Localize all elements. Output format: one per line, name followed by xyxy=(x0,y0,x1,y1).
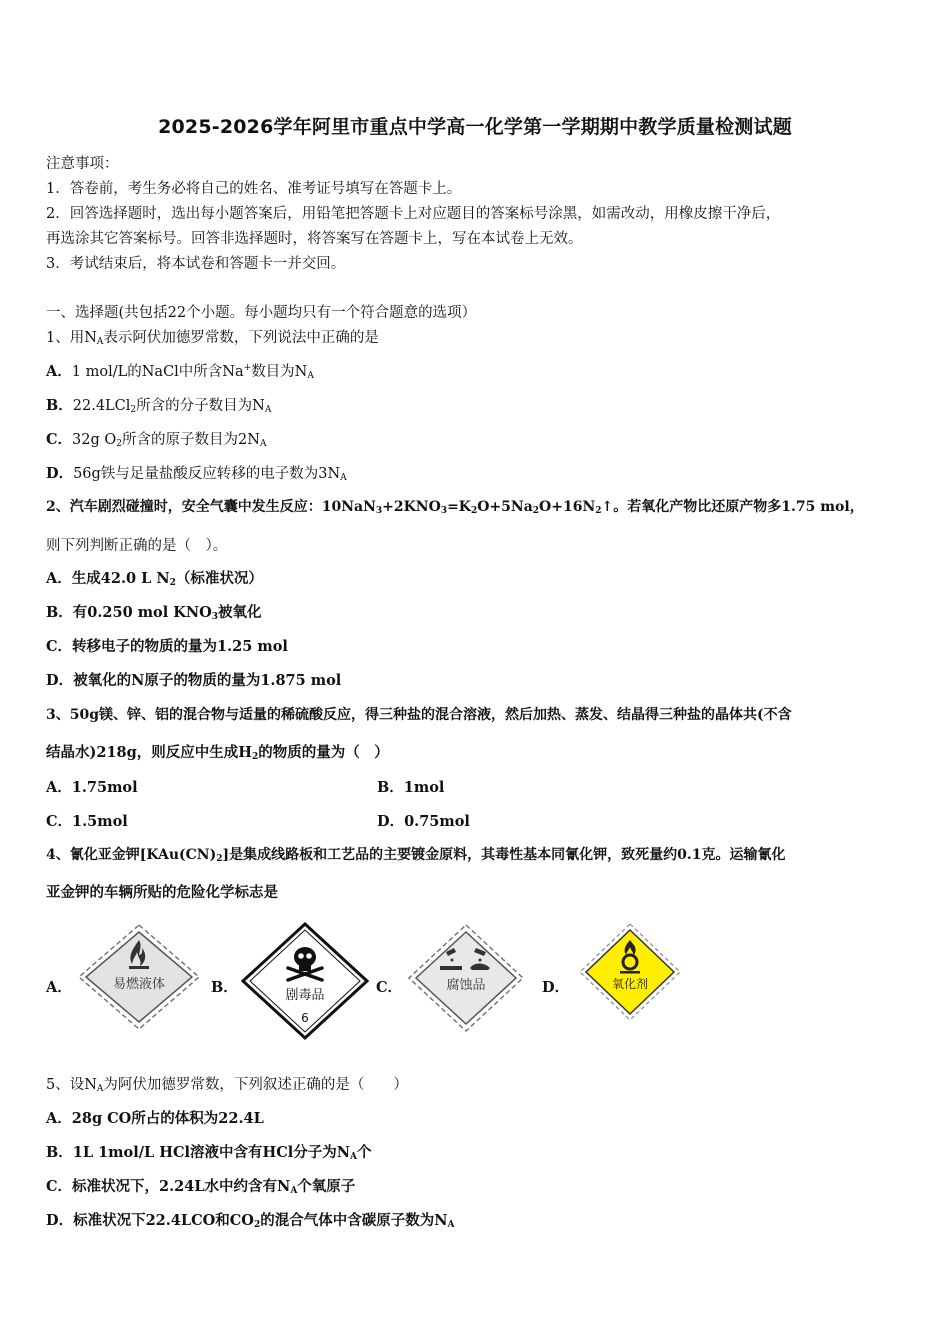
option-label: C． xyxy=(376,979,403,996)
question-2-option-a: A．生成42.0 L $N_2$（标准状况） xyxy=(46,570,263,588)
question-2-stem-cont: 则下列判断正确的是（ ）。 xyxy=(46,538,228,554)
question-2-option-c: C．转移电子的物质的量为1.25 mol xyxy=(46,638,288,655)
question-4-stem-cont: 亚金钾的车辆所贴的危险化学标志是 xyxy=(46,884,278,901)
question-5-option-c: C．标准状况下，2.24L水中约含有$N_A$个氧原子 xyxy=(46,1178,356,1196)
question-3-stem: 3、50g镁、锌、铝的混合物与适量的稀硫酸反应，得三种盐的混合溶液，然后加热、蒸发、结晶得三种盐的晶体共(不含 xyxy=(46,707,792,723)
option-label: D． xyxy=(542,979,570,996)
question-3-option-c: C．1.5mol xyxy=(46,813,128,830)
question-2-option-d: D．被氧化的N原子的物质的量为1.875 mol xyxy=(46,672,342,689)
notice-heading: 注意事项： xyxy=(46,156,119,172)
question-5-option-a: A．28g CO所占的体积为22.4L xyxy=(46,1110,264,1127)
oxidizer-sign xyxy=(578,922,682,1022)
question-4-stem: 4、氰化亚金钾$[KAu(CN)_2]$是集成线路板和工艺品的主要镀金原料，其毒性基本同氰化钾，致死量约0.1克。运输氰化 xyxy=(46,847,786,864)
question-4-option-d xyxy=(542,922,722,1040)
notice-item: 再选涂其它答案标号。回答非选择题时，将答案写在答题卡上，写在本试卷上无效。 xyxy=(46,231,583,247)
question-1-option-b: B．22.4LCl$_2$所含的分子数目为$N_A$ xyxy=(46,397,272,415)
page-title: 2025-2026学年阿里市重点中学高一化学第一学期期中教学质量检测试题 xyxy=(158,116,792,138)
question-3-option-b: B．1mol xyxy=(377,779,445,796)
question-5-stem: 5、设$N_A$为阿伏加德罗常数，下列叙述正确的是（ ） xyxy=(46,1077,408,1094)
sign-label: 腐蚀品 xyxy=(446,978,486,993)
notice-item: 1．答卷前，考生务必将自己的姓名、准考证号填写在答题卡上。 xyxy=(46,181,462,197)
toxic-sign xyxy=(241,922,369,1040)
sign-class-number: 6 xyxy=(301,1011,309,1025)
question-4-option-c xyxy=(376,922,536,1040)
question-2-stem: 2、汽车剧烈碰撞时，安全气囊中发生反应：$10NaN_3+2KNO_3=K_2O+5Na_2O+16N_2↑$。若氧化产物比还原产物多1.75 mol， xyxy=(46,499,864,516)
notice-item: 2．回答选择题时，选出每小题答案后，用铅笔把答题卡上对应题目的答案标号涂黑，如需改动，用橡皮擦干净后， xyxy=(46,206,781,222)
option-label: B． xyxy=(211,979,238,996)
sign-label: 氧化剂 xyxy=(611,977,649,991)
question-1-option-a: A．1 mol/L的NaCl中所含Na+数目为$N_A$ xyxy=(46,363,314,381)
hazard-signs xyxy=(46,922,746,1040)
question-1-option-d: D．56g铁与足量盐酸反应转移的电子数为$3N_A$ xyxy=(46,465,347,483)
question-3-stem-cont: 结晶水)218g，则反应中生成$H_2$的物质的量为（ ） xyxy=(46,744,389,762)
question-5-option-b: B．1L 1mol/L HCl溶液中含有HCl分子为$N_A$个 xyxy=(46,1144,372,1162)
question-3-option-a: A．1.75mol xyxy=(46,779,138,796)
flammable-liquid-sign xyxy=(76,922,202,1032)
question-1-stem: 1、用$N_A$表示阿伏加德罗常数，下列说法中正确的是 xyxy=(46,330,379,347)
section-heading: 一、选择题(共包括22个小题。每小题均只有一个符合题意的选项） xyxy=(46,305,477,321)
question-3-option-d: D．0.75mol xyxy=(377,813,470,830)
option-label: A． xyxy=(46,979,72,996)
question-4-option-b xyxy=(211,922,381,1040)
question-5-option-d: D．标准状况下22.4LCO和$CO_2$的混合气体中含碳原子数为$N_A$ xyxy=(46,1212,455,1230)
question-4-option-a xyxy=(46,922,206,1040)
question-2-option-b: B．有0.250 mol $KNO_3$被氧化 xyxy=(46,604,262,622)
sign-label: 易燃液体 xyxy=(112,977,166,992)
question-1-option-c: C．32g $O_2$所含的原子数目为$2N_A$ xyxy=(46,431,267,449)
sign-label: 剧毒品 xyxy=(285,988,325,1003)
corrosive-sign xyxy=(406,922,526,1034)
notice-item: 3．考试结束后，将本试卷和答题卡一并交回。 xyxy=(46,256,346,272)
